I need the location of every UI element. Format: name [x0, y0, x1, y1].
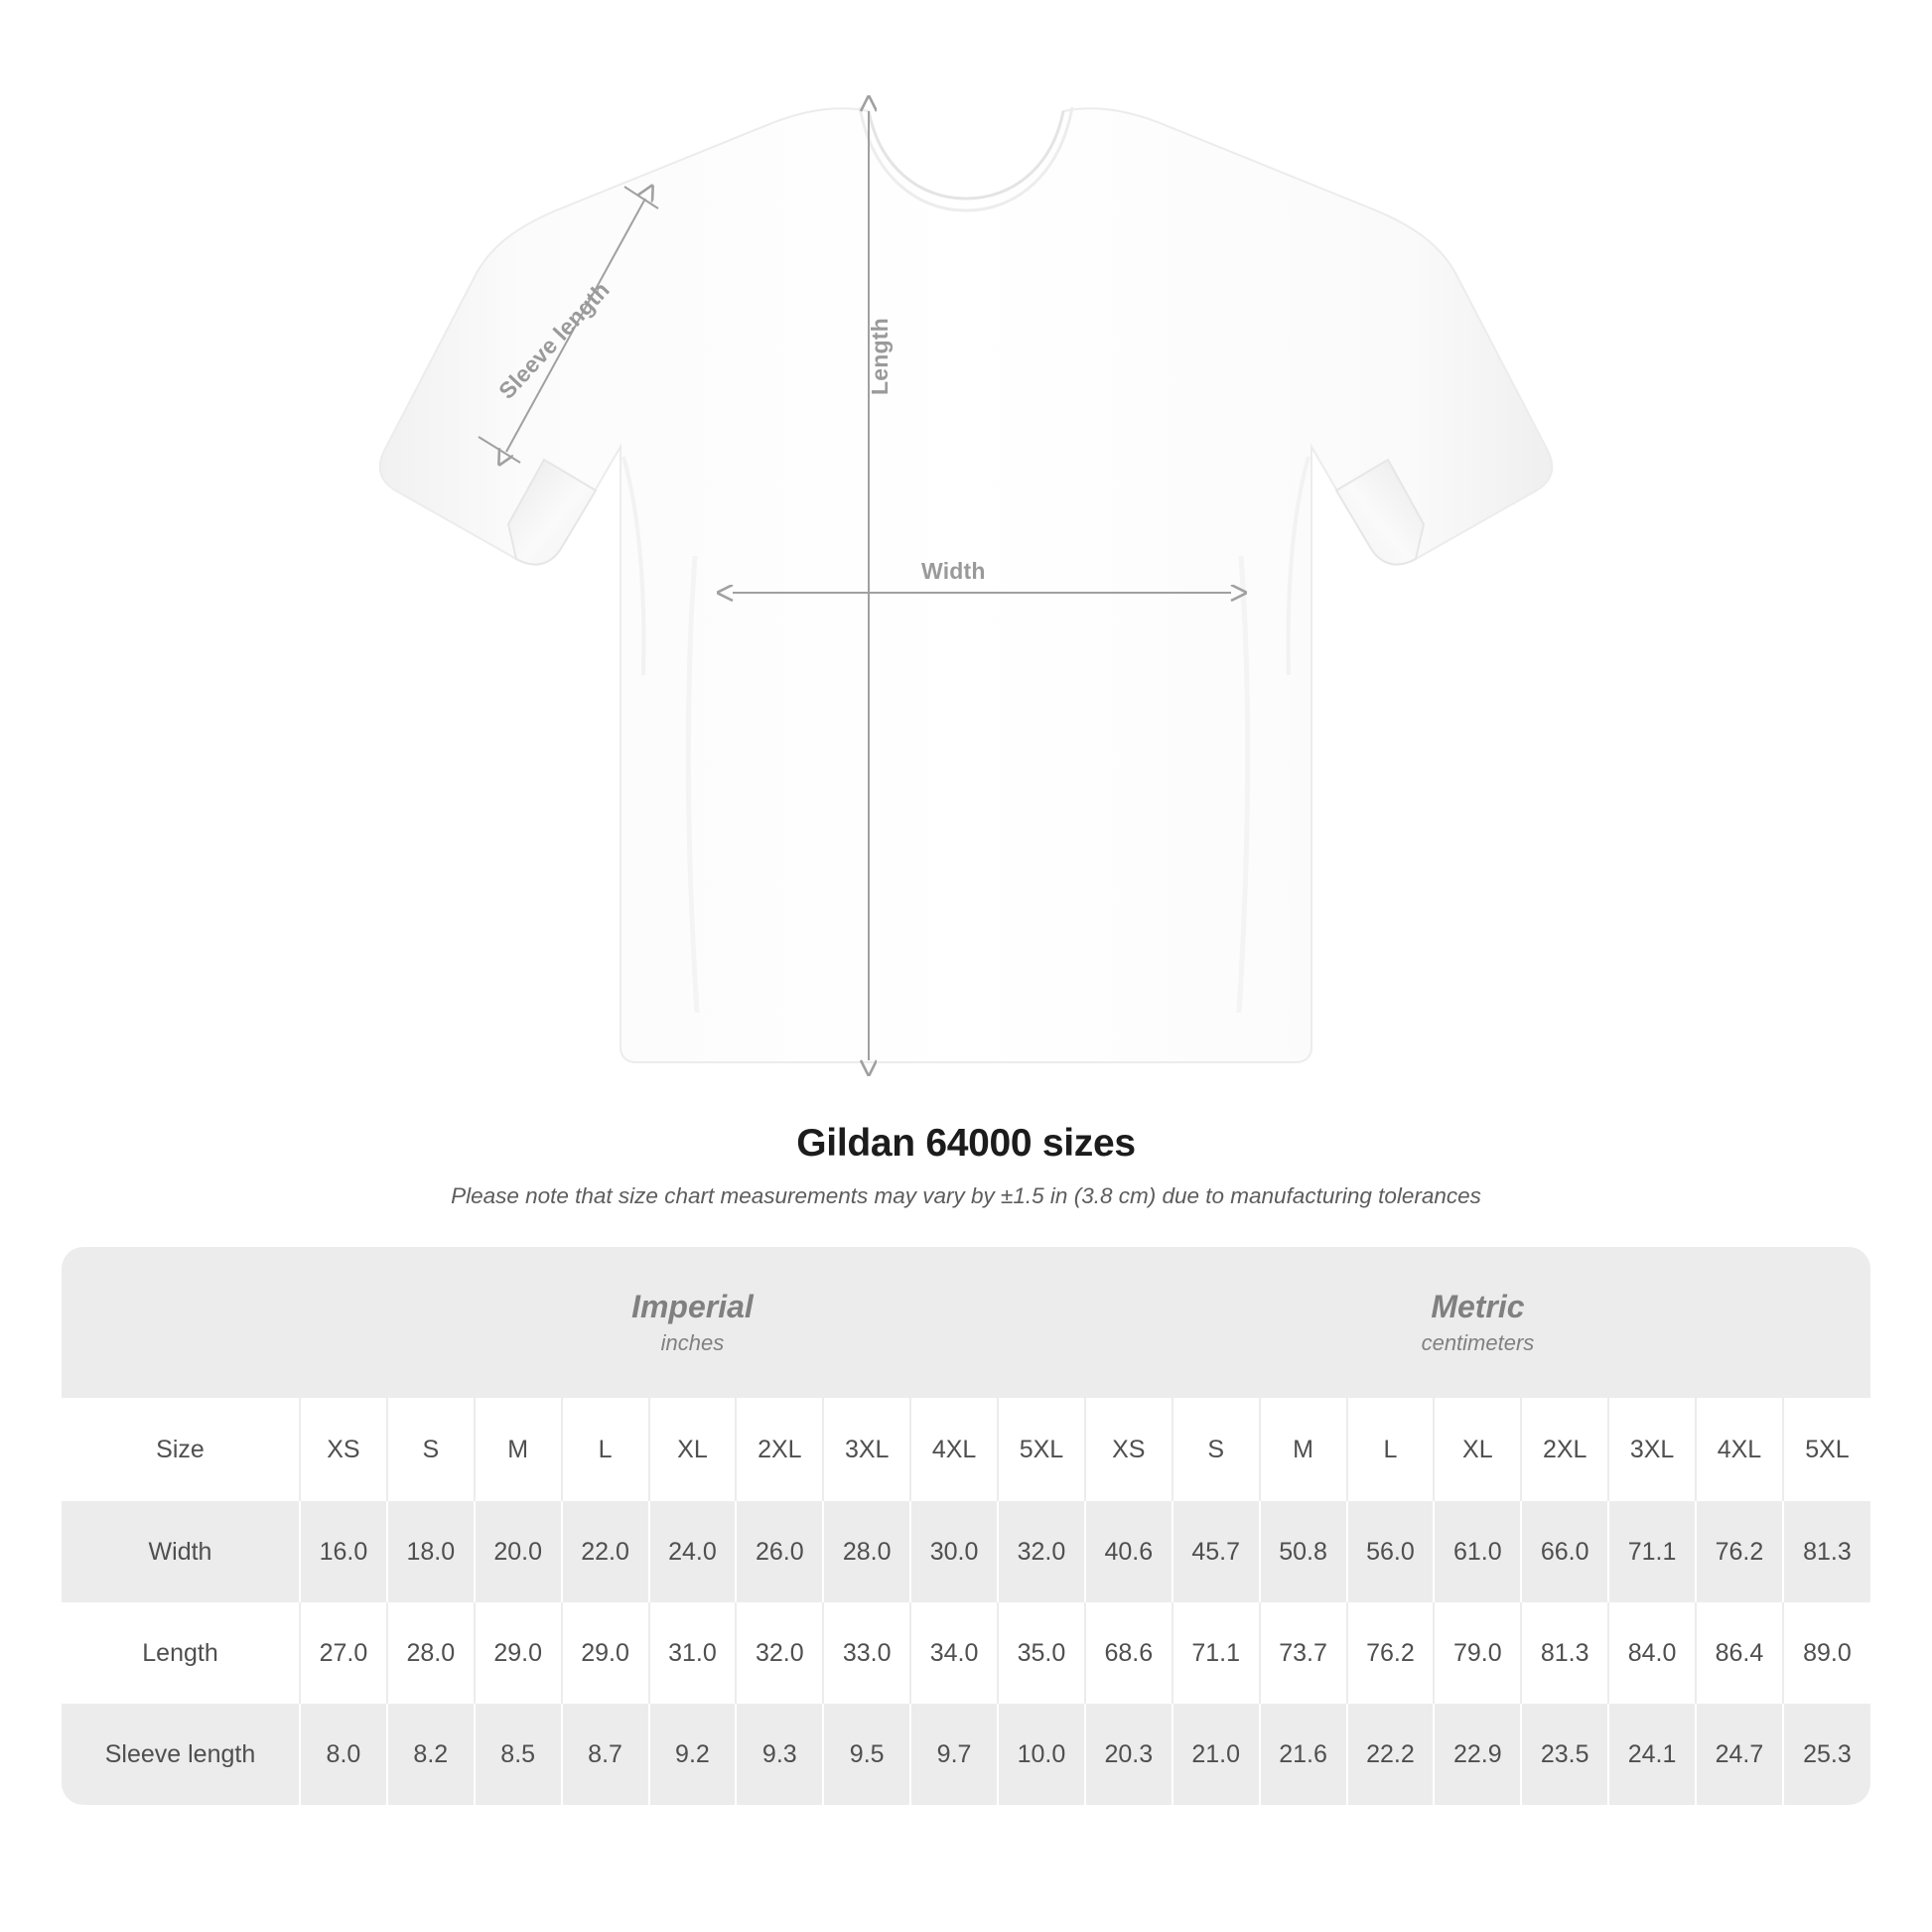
cell-value: 18.0: [387, 1501, 475, 1602]
cell-value: 61.0: [1434, 1501, 1521, 1602]
size-header-cell: 3XL: [1608, 1398, 1696, 1501]
cell-value: 32.0: [998, 1501, 1085, 1602]
cell-value: 76.2: [1696, 1501, 1783, 1602]
size-header-label: Size: [62, 1398, 300, 1501]
size-table-container: [62, 1247, 1870, 1805]
shirt-body: [380, 107, 1553, 1062]
cell-value: 40.6: [1085, 1501, 1173, 1602]
cell-value: 34.0: [910, 1602, 998, 1704]
unit-metric-sub: centimeters: [1421, 1329, 1535, 1355]
cell-value: 10.0: [998, 1704, 1085, 1805]
cell-value: 81.3: [1783, 1501, 1870, 1602]
table-row: [62, 1501, 1870, 1602]
unit-corner-cell: [62, 1247, 300, 1398]
cell-value: 29.0: [562, 1602, 649, 1704]
cell-value: 27.0: [300, 1602, 387, 1704]
table-row: [62, 1602, 1870, 1704]
size-header-cell: XS: [1085, 1398, 1173, 1501]
cell-value: 33.0: [823, 1602, 910, 1704]
cell-value: 8.5: [475, 1704, 562, 1805]
size-header-cell: 4XL: [910, 1398, 998, 1501]
cell-value: 35.0: [998, 1602, 1085, 1704]
cell-value: 79.0: [1434, 1602, 1521, 1704]
cell-value: 24.1: [1608, 1704, 1696, 1805]
page-title: Gildan 64000 sizes: [796, 1122, 1136, 1165]
cell-value: 9.5: [823, 1704, 910, 1805]
cell-value: 25.3: [1783, 1704, 1870, 1805]
cell-value: 81.3: [1521, 1602, 1608, 1704]
size-header-cell: 5XL: [998, 1398, 1085, 1501]
size-header-cell: L: [562, 1398, 649, 1501]
row-label-length: Length: [62, 1602, 300, 1704]
size-header-cell: XS: [300, 1398, 387, 1501]
title-block: [0, 1122, 1932, 1209]
unit-metric-name: Metric: [1431, 1288, 1525, 1324]
cell-value: 86.4: [1696, 1602, 1783, 1704]
cell-value: 89.0: [1783, 1602, 1870, 1704]
size-header-cell: 5XL: [1783, 1398, 1870, 1501]
cell-value: 8.2: [387, 1704, 475, 1805]
cell-value: 9.7: [910, 1704, 998, 1805]
size-header-cell: 2XL: [1521, 1398, 1608, 1501]
cell-value: 76.2: [1347, 1602, 1435, 1704]
cell-value: 9.3: [736, 1704, 823, 1805]
cell-value: 71.1: [1173, 1602, 1260, 1704]
cell-value: 20.3: [1085, 1704, 1173, 1805]
size-header-row: [62, 1398, 1870, 1501]
cell-value: 26.0: [736, 1501, 823, 1602]
size-header-cell: 3XL: [823, 1398, 910, 1501]
cell-value: 31.0: [649, 1602, 737, 1704]
cell-value: 32.0: [736, 1602, 823, 1704]
cell-value: 28.0: [823, 1501, 910, 1602]
size-header-cell: L: [1347, 1398, 1435, 1501]
unit-group-metric: [1085, 1247, 1870, 1398]
cell-value: 24.0: [649, 1501, 737, 1602]
cell-value: 84.0: [1608, 1602, 1696, 1704]
cell-value: 16.0: [300, 1501, 387, 1602]
size-header-cell: 4XL: [1696, 1398, 1783, 1501]
cell-value: 68.6: [1085, 1602, 1173, 1704]
cell-value: 73.7: [1260, 1602, 1347, 1704]
cell-value: 24.7: [1696, 1704, 1783, 1805]
size-header-cell: S: [387, 1398, 475, 1501]
cell-value: 71.1: [1608, 1501, 1696, 1602]
size-header-cell: M: [475, 1398, 562, 1501]
tolerance-note: Please note that size chart measurements may vary by ±1.5 in (3.8 cm) due to manufacturing tolerances: [451, 1183, 1481, 1208]
cell-value: 20.0: [475, 1501, 562, 1602]
cell-value: 28.0: [387, 1602, 475, 1704]
cell-value: 50.8: [1260, 1501, 1347, 1602]
label-sleeve-length: Sleeve length: [493, 276, 615, 404]
cell-value: 22.0: [562, 1501, 649, 1602]
size-header-cell: XL: [1434, 1398, 1521, 1501]
cell-value: 9.2: [649, 1704, 737, 1805]
table-row: [62, 1704, 1870, 1805]
row-label-sleeve-length: Sleeve length: [62, 1704, 300, 1805]
cell-value: 45.7: [1173, 1501, 1260, 1602]
size-header-cell: M: [1260, 1398, 1347, 1501]
cell-value: 29.0: [475, 1602, 562, 1704]
cell-value: 66.0: [1521, 1501, 1608, 1602]
label-length: Length: [867, 318, 893, 395]
unit-group-imperial: [300, 1247, 1085, 1398]
cell-value: 8.7: [562, 1704, 649, 1805]
size-header-cell: 2XL: [736, 1398, 823, 1501]
unit-imperial-name: Imperial: [631, 1288, 754, 1324]
cell-value: 21.6: [1260, 1704, 1347, 1805]
size-table: [62, 1247, 1870, 1805]
cell-value: 8.0: [300, 1704, 387, 1805]
size-header-cell: XL: [649, 1398, 737, 1501]
cell-value: 30.0: [910, 1501, 998, 1602]
cell-value: 21.0: [1173, 1704, 1260, 1805]
size-header-cell: S: [1173, 1398, 1260, 1501]
unit-imperial-sub: inches: [660, 1329, 725, 1355]
cell-value: 23.5: [1521, 1704, 1608, 1805]
row-label-width: Width: [62, 1501, 300, 1602]
label-width: Width: [921, 558, 986, 584]
unit-header-row: [62, 1247, 1870, 1398]
cell-value: 56.0: [1347, 1501, 1435, 1602]
cell-value: 22.2: [1347, 1704, 1435, 1805]
cell-value: 22.9: [1434, 1704, 1521, 1805]
